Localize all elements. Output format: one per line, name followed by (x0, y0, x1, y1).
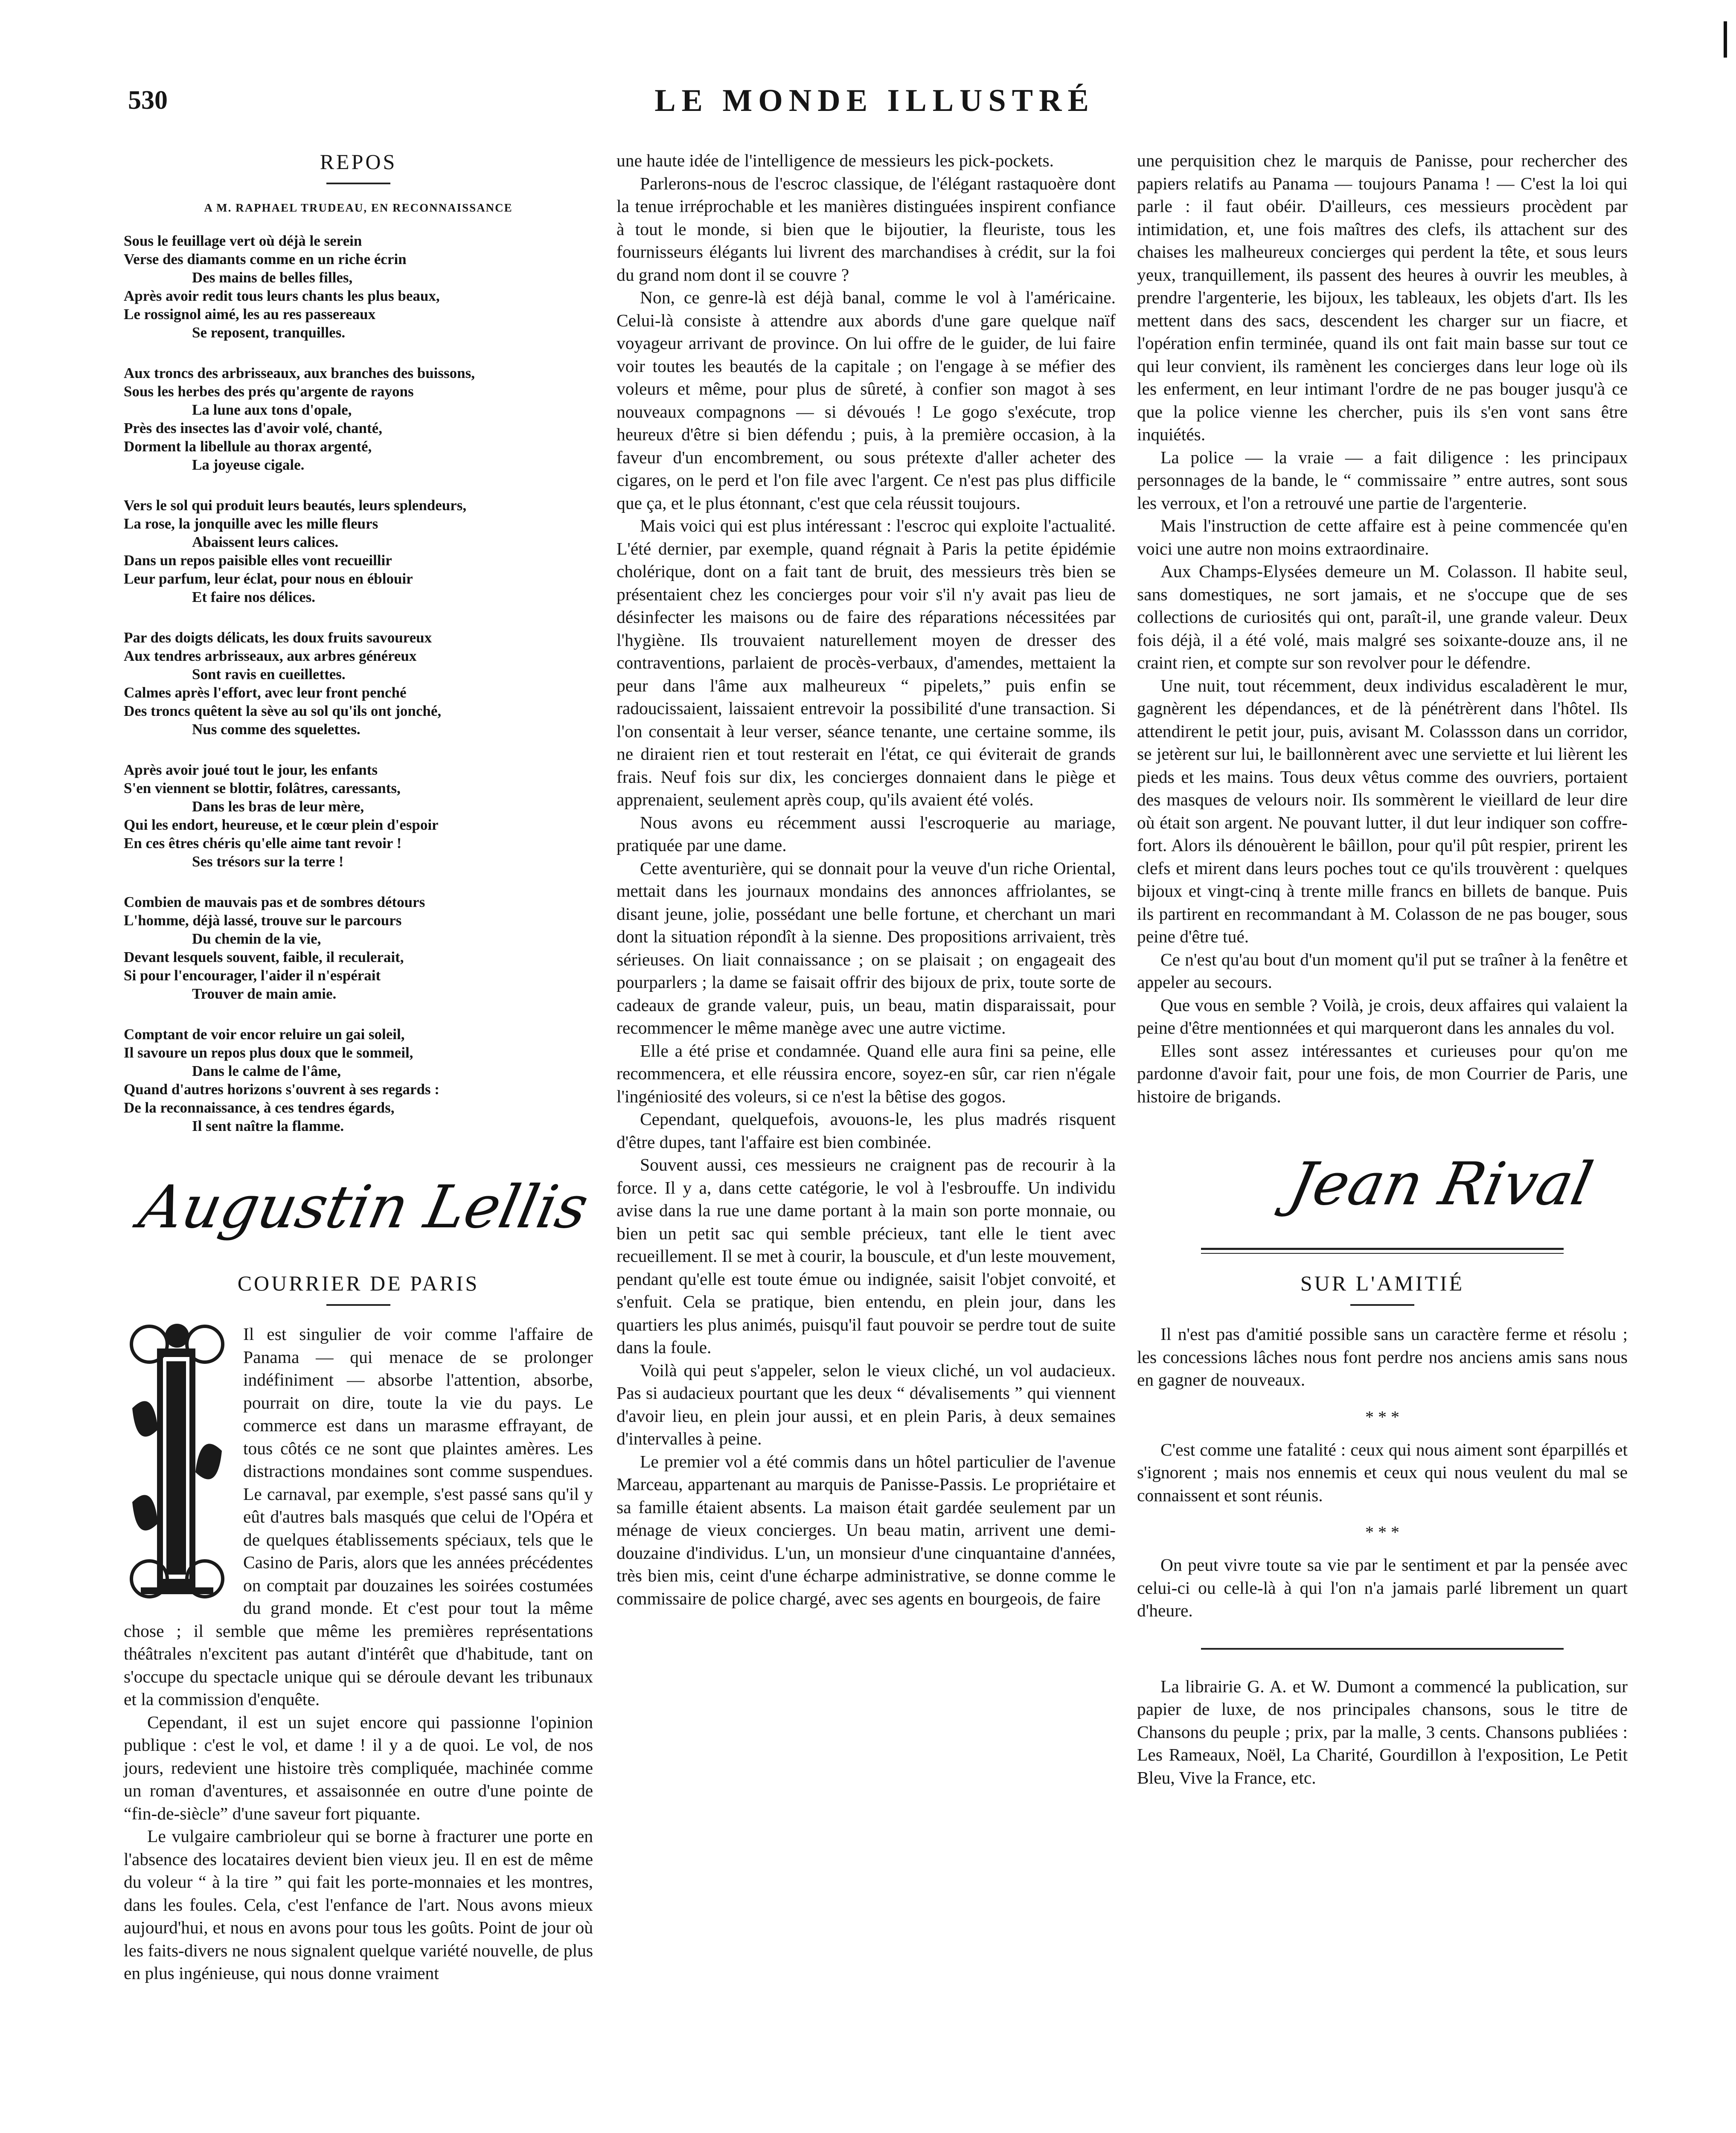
article-paragraph: Une nuit, tout récemment, deux individus escaladèrent le mur, gagnèrent les dépendances, et de là pénétrèrent dans l'hôtel. Ils attendirent le petit jour, puis, avisant M. Colassson dans un corridor, se jetèrent sur lui, le baillonnèrent avec une serviette et lui lièrent les pieds et les mains. Tous deux vêtus comme des ouvriers, portaient des masques de velours noir. Ils sommèrent le vieillard de leur dire où était son argent. Ne pouvant lutter, il dut leur indiquer son coffre-fort. Alors ils dénouèrent le bâillon, pour qu'il pût respier, prirent les clefs et mirent dans leurs poches tout ce qu'ils trouvèrent : quelques bijoux et vingt-cinq à trente mille francs en billets de banque. Puis ils partirent en recommandant à M. Colasson de ne pas bouger, sous peine d'être tué. (1137, 675, 1628, 946)
title-rule (326, 183, 390, 184)
article-paragraph: Elles sont assez intéressantes et curieuses pour qu'on me pardonne d'avoir fait, pour une fois, de mon Courrier de Paris, une histoire de brigands. (1137, 1040, 1628, 1106)
poem-verse: La rose, la jonquille avec les mille fleurs (124, 515, 378, 532)
poem-verse: Ses trésors sur la terre ! (192, 853, 344, 870)
amitie-paragraph: On peut vivre toute sa vie par le sentiment et par la pensée avec celui-ci ou celle-là à qui l'on n'a jamais parlé librement un quart d'heure. (1137, 1555, 1628, 1620)
article-paragraph: Elle a été prise et condamnée. Quand elle aura fini sa peine, elle recommencera, et elle réussira encore, soyez-en sûr, car rien n'égale l'ingéniosité des voleurs, si ce n'est la bêtise des gogos. (616, 1040, 1116, 1106)
poem-verse: Par des doigts délicats, les doux fruits savoureux (124, 629, 432, 646)
article-paragraph: Le premier vol a été commis dans un hôtel particulier de l'avenue Marceau, appartenant au marquis de Panisse-Passis. Le propriétaire et sa famille étaient absents. La maison était gardée seulement par un ménage de vieux concierges. Un beau matin, arrivent une demi-douzaine d'individus. L'un, un monsieur d'une cinquantaine d'années, très bien mis, ceint d'une écharpe administrative, se donne comme le commissaire de police chargé, avec ses agents en bourgeois, de faire (616, 1451, 1116, 1608)
poem-verse: Calmes après l'effort, avec leur front penché (124, 684, 407, 701)
poem-verse: Il savoure un repos plus doux que le sommeil, (124, 1044, 413, 1061)
poem-verse: Des troncs quêtent la sève au sol qu'ils ont jonché, (124, 703, 442, 719)
edge-mark (1724, 21, 1727, 58)
poem-verse: Le rossignol aimé, les au res passereaux (124, 306, 376, 323)
poem-verse: Qui les endort, heureuse, et le cœur plein d'espoir (124, 817, 439, 833)
poem-verse: Quand d'autres horizons s'ouvrent à ses regards : (124, 1081, 439, 1098)
amitie-paragraph: C'est comme une fatalité : ceux qui nous aiment sont éparpillés et s'ignorent ; mais nos ennemis et ceux qui nous veulent du mal se connaissent et sont réunis. (1137, 1439, 1628, 1505)
poem-stanza (124, 628, 593, 738)
article-paragraph: une perquisition chez le marquis de Panisse, pour rechercher des papiers relatifs au Panama — toujours Panama ! — C'est la loi qui parle : il faut obéir. D'ailleurs, ces messieurs procèdent par intimidation, et, une fois maîtres des clefs, ils attachent sur des chaises les malheureux concierges qui perdent la tête, et sous leurs yeux, tranquillement, ils passent des heures à ouvrir les meubles, à prendre l'argenterie, les bijoux, les tableaux, les objets d'art. Ils les mettent dans des sacs, descendent les charger sur un fiacre, et l'opération enfin terminée, quand ils ont fait main basse sur tout ce qui leur convient, ils ramènent les concierges dans leur loge où ils les enferment, en leur intimant l'ordre de ne pas bouger jusqu'à ce que la police vienne les chercher, puis ils s'en vont sans être inquiétés. (1137, 151, 1628, 444)
courrier-signature: Jean Rival (1283, 1150, 1599, 1218)
article-paragraph: Il est singulier de voir comme l'affaire de Panama — qui menace de se prolonger indéfiniment — absorbe l'attention, absorbe, pourrait on dire, toute la vie du pays. Le commerce est dans un marasme effrayant, de tous côtés ce ne sont que plaintes amères. Les distractions mondaines sont comme suspendues. Le carnaval, par exemple, s'est passé sans qu'il y eût d'autres bals masqués que celui de l'Opéra et de quelques établissements spéciaux, tels que le Casino de Paris, alors que les années précédentes on comptait par douzaines les soirées costumées du grand monde. Et c'est pour tout la même chose ; il semble que même les premières représentations théâtrales n'excitent pas autant d'intérêt que d'habitude, tant on s'occupe du spectacle unique qui se déroule devant les tribunaux et la commission d'enquête. (124, 1324, 593, 1709)
column-right (1137, 149, 1628, 1789)
poem-verse: Dans le calme de l'âme, (192, 1063, 341, 1079)
article-paragraph: Souvent aussi, ces messieurs ne craignent pas de recourir à la force. Il y a, dans cette catégorie, le vol à l'esbrouffe. Un individu avise dans la rue une dame portant à la main son porte monnaie, ou bien un petit sac qui semble précieux, tant elle le tient avec recueillement. Il se met à courir, la bouscule, et d'un leste mouvement, pendant qu'elle est toute émue ou indignée, saisit l'objet convoité, et s'enfuit. Cela se pratique, bien entendu, en plein jour, dans les quartiers les plus animés, puisqu'il faut pouvoir se perdre tout de suite dans la foule. (616, 1155, 1116, 1357)
poem-verse: Près des insectes las d'avoir volé, chanté, (124, 420, 382, 436)
poem-verse: De la reconnaissance, à ces tendres égards, (124, 1099, 395, 1116)
poem-verse: S'en viennent se blottir, folâtres, caressants, (124, 780, 401, 796)
article-paragraph: Cependant, quelquefois, avouons-le, les plus madrés risquent d'être dupes, tant l'affaire est bien combinée. (616, 1109, 1116, 1152)
article-paragraph: Cependant, il est un sujet encore qui passionne l'opinion publique : c'est le vol, et dame ! il y a de quoi. Le vol, de nos jours, redevient une histoire très compliquée, machinée comme un roman d'aventures, et assaisonnée en outre d'une pointe de “fin-de-siècle” d'une saveur fort piquante. (124, 1712, 593, 1823)
poem-stanza (124, 1025, 593, 1135)
poem-verse: Trouver de main amie. (192, 985, 337, 1002)
article-paragraph: La police — la vraie — a fait diligence : les principaux personnages de la bande, le “ commissaire ” entre autres, sont sous les verroux, et l'on a retrouvé une partie de l'argenterie. (1137, 447, 1628, 513)
title-rule (326, 1304, 390, 1306)
poem-verse: Leur parfum, leur éclat, pour nous en éblouir (124, 570, 413, 587)
poem-dedication: A M. RAPHAEL TRUDEAU, EN RECONNAISSANCE (204, 201, 513, 214)
poem-stanza (124, 364, 593, 474)
poem-verse: Aux troncs des arbrisseaux, aux branches des buissons, (124, 365, 475, 381)
article-paragraph: Que vous en semble ? Voilà, je crois, deux affaires qui valaient la peine d'être mentionnées et qui marqueront dans les annales du vol. (1137, 995, 1628, 1037)
poem-verse: Si pour l'encourager, l'aider il n'espérait (124, 967, 381, 984)
double-rule (1201, 1248, 1564, 1254)
poem-verse: Sous le feuillage vert où déjà le serein (124, 232, 362, 249)
column-middle (616, 149, 1116, 1610)
poem-body (124, 232, 593, 1135)
poem-verse: Il sent naître la flamme. (192, 1118, 344, 1134)
poem-verse: Sous les herbes des prés qu'argente de rayons (124, 383, 414, 400)
poem-verse: La lune aux tons d'opale, (192, 401, 352, 418)
article-paragraph: Parlerons-nous de l'escroc classique, de l'élégant rastaquoère dont la tenue irréprochable et les manières distinguées inspirent confiance à tout le monde, si bien que le bijoutier, la fleuriste, tous les fournisseurs élégants lui livrent des marchandises à crédit, sur la foi du grand nom dont il se couvre ? (616, 173, 1116, 285)
article-paragraph: Cette aventurière, qui se donnait pour la veuve d'un riche Oriental, mettait dans les journaux mondains des annonces affriolantes, se disant jeune, jolie, possédant une belle fortune, et cherchant un mari dont la situation répondît à la sienne. Des propositions arrivaient, très sérieuses. On liait connaissance ; on se plaisait ; on engageait des pourparlers ; la dame se faisait offrir des bijoux de prix, toute sorte de cadeaux de grande valeur, puis, un beau, matin disparaissait, pour recommencer le même manège avec une autre victime. (616, 858, 1116, 1037)
article-paragraph: Aux Champs-Elysées demeure un M. Colasson. Il habite seul, sans domestiques, ne sort jamais, et ne s'occupe que de ses collections de curiosités qui ont, paraît-il, une grande valeur. Deux fois déjà, il a été volé, mais malgré ses soixante-douze ans, il ne craint rien, et compte sur son revolver pour le défendre. (1137, 561, 1628, 672)
divider-rule (1201, 1648, 1564, 1650)
article-paragraph: Ce n'est qu'au bout d'un moment qu'il put se traîner à la fenêtre et appeler au secours. (1137, 949, 1628, 992)
masthead: LE MONDE ILLUSTRÉ (654, 83, 1095, 118)
title-rule (1350, 1304, 1414, 1306)
ornamental-dropcap-icon (124, 1323, 230, 1600)
poem-signature: Augustin Lellis (133, 1173, 594, 1241)
poem-verse: Dans un repos paisible elles vont recueillir (124, 552, 392, 569)
poem-verse: Dans les bras de leur mère, (192, 798, 364, 815)
publisher-notice: La librairie G. A. et W. Dumont a commencé la publication, sur papier de luxe, de nos principales chansons, sous le titre de Chansons du peuple ; prix, par la malle, 3 cents. Chansons publiées : Les Rameaux, Noël, La Charité, Gourdillon à l'exposition, Le Petit Bleu, Vive la France, etc. (1137, 1676, 1628, 1787)
poem-verse: Après avoir redit tous leurs chants les plus beaux, (124, 288, 440, 304)
poem-verse: Du chemin de la vie, (192, 930, 321, 947)
courrier-body-middle (616, 149, 1116, 1610)
amitie-paragraph: Il n'est pas d'amitié possible sans un caractère ferme et résolu ; les concessions lâches nous font perdre nos anciens amis sans nous en gagner de nouveaux. (1137, 1324, 1628, 1389)
article-paragraph: Le vulgaire cambrioleur qui se borne à fracturer une porte en l'absence des locataires devient bien vieux jeu. Il en est de même du voleur “ à la tire ” qui fait les porte-monnaies et les montres, dans les foules. Cela, c'est l'enfance de l'art. Nous avons mieux aujourd'hui, et nous en avons pour tous les goûts. Point de jour où les faits-divers ne nous signalent quelque variété nouvelle, de plus en plus ingénieuse, qui nous donne vraiment (124, 1826, 593, 1983)
poem-stanza (124, 232, 593, 342)
separator-stars: * * * (1365, 1523, 1399, 1542)
poem-title: REPOS (320, 150, 397, 174)
poem-verse: La joyeuse cigale. (192, 456, 305, 473)
section-title-courrier: COURRIER DE PARIS (237, 1271, 480, 1295)
article-paragraph: Non, ce genre-là est déjà banal, comme le vol à l'américaine. Celui-là consiste à attendre aux abords d'une gare quelque naïf voyageur arrivant de province. On lui offre de le guider, de lui faire voir toutes les beautés de la capitale ; on l'engage à se méfier des voleurs et même, pour plus de sûreté, à confier son magot à ses nouveaux compagnons — si dévoués ! Le gogo s'exécute, trop heureux d'être si bien défendu ; puis, à la première occasion, à la faveur d'un encombrement, ou sous prétexte d'aller acheter des cigares, on le perd et l'on file avec l'argent. Ce n'est pas plus difficile que ça, et le plus étonnant, c'est que cela réussit toujours. (616, 288, 1116, 513)
article-paragraph: Voilà qui peut s'appeler, selon le vieux cliché, un vol audacieux. Pas si audacieux pourtant que les deux “ dévalisements ” qui viennent d'avoir lieu, en plein jour aussi, et en plein Paris, à deux semaines d'intervalles à peine. (616, 1360, 1116, 1448)
poem-stanza (124, 496, 593, 606)
article-paragraph: une haute idée de l'intelligence de messieurs les pick-pockets. (616, 151, 1054, 170)
poem-stanza (124, 893, 593, 1003)
poem-verse: Dorment la libellule au thorax argenté, (124, 438, 372, 455)
poem-verse: Se reposent, tranquilles. (192, 324, 346, 341)
article-paragraph: Mais voici qui est plus intéressant : l'escroc qui exploite l'actualité. L'été dernier, par exemple, quand régnait à Paris la petite épidémie cholérique, dont on a fait tant de bruit, des messieurs très bien se présentaient chez les concierges pour voir s'il n'y avait pas lieu de désinfecter les maisons ou de faire des réparations nécessitées par l'hygiène. Ils trouvaient naturellement moyen de dresser des contraventions, parlaient de procès-verbaux, d'amendes, mettaient la peur dans l'âme aux malheureux “ pipelets,” puis enfin se radoucissaient, laissaient entrevoir la possibilité d'une transaction. Si l'on consentait à leur verser, séance tenante, une certaine somme, ils ne diraient rien et tout resterait en l'état, ce qui éviterait de grands frais. Neuf fois sur dix, les concierges donnaient dans le piège et apprenaient, seulement après coup, qu'ils avaient été volés. (616, 516, 1116, 809)
poem-verse: L'homme, déjà lassé, trouve sur le parcours (124, 912, 402, 929)
poem-verse: Et faire nos délices. (192, 589, 316, 605)
poem-verse: Verse des diamants comme en un riche écrin (124, 251, 407, 267)
poem-verse: Après avoir joué tout le jour, les enfants (124, 761, 378, 778)
courrier-body-right (1137, 149, 1628, 1108)
poem-verse: Nus comme des squelettes. (192, 721, 361, 738)
poem-verse: Comptant de voir encor reluire un gai soleil, (124, 1026, 405, 1043)
poem-stanza (124, 761, 593, 871)
section-title-amitie: SUR L'AMITIÉ (1300, 1271, 1465, 1295)
article-paragraph: Nous avons eu récemment aussi l'escroquerie au mariage, pratiquée par une dame. (616, 812, 1116, 855)
article-paragraph: Mais l'instruction de cette affaire est à peine commencée qu'en voici une autre non moins extraordinaire. (1137, 516, 1628, 558)
poem-verse: Abaissent leurs calices. (192, 534, 339, 550)
courrier-body-left (124, 1323, 593, 1985)
page-number: 530 (128, 86, 168, 115)
poem-verse: En ces êtres chéris qu'elle aime tant revoir ! (124, 835, 402, 851)
separator-stars: * * * (1365, 1407, 1399, 1427)
poem-verse: Aux tendres arbrisseaux, aux arbres généreux (124, 648, 417, 664)
column-left (124, 149, 593, 1985)
poem-verse: Combien de mauvais pas et de sombres détours (124, 894, 425, 910)
poem-verse: Devant lesquels souvent, faible, il reculerait, (124, 949, 404, 965)
poem-verse: Sont ravis en cueillettes. (192, 666, 346, 683)
poem-verse: Des mains de belles filles, (192, 269, 353, 286)
poem-verse: Vers le sol qui produit leurs beautés, leurs splendeurs, (124, 497, 467, 514)
